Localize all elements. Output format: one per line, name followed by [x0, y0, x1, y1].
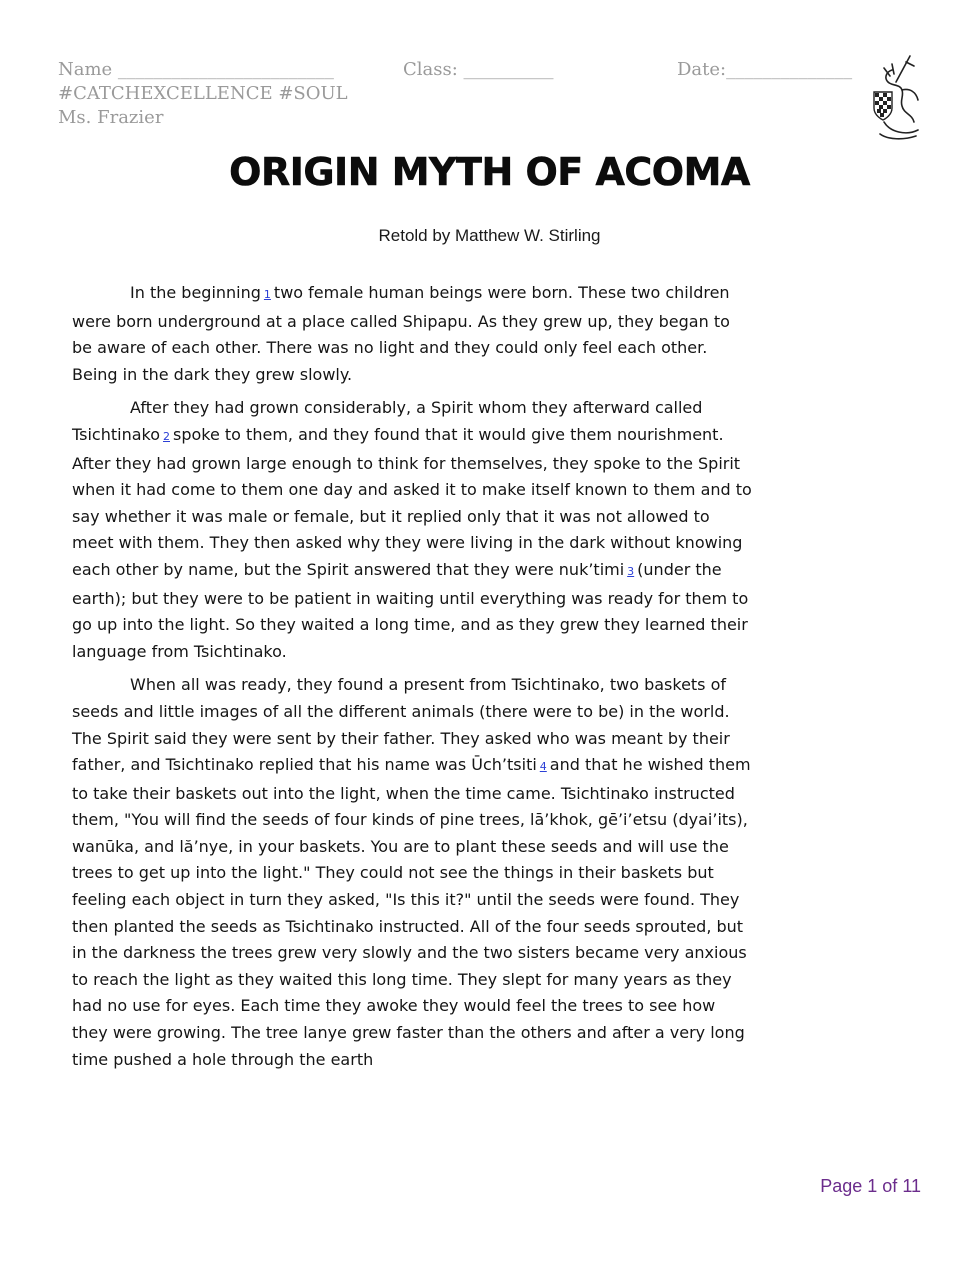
- story-body: [72, 280, 752, 1080]
- paragraph-3: [72, 672, 752, 1073]
- footnote-link-1[interactable]: 1: [263, 288, 271, 301]
- class-field-label: Class: __________: [403, 59, 554, 80]
- name-field-label: Name ________________________: [58, 59, 334, 80]
- footnote-link-4[interactable]: 4: [539, 760, 547, 774]
- paragraph-text: In the beginning: [130, 283, 261, 302]
- hashtags: #CATCHEXCELLENCE #SOUL: [58, 83, 348, 104]
- paragraph-text: and that he wished them to take their baskets out into the light, when the time came. Tsichtinako instructed them, "You will find the seeds of four kinds of pine trees, lā’khok, gē’i’etsu (dyai’its), wanūka, and lă’nye, in your baskets. You are to plant these seeds and will use the trees to get up into the light." They could not see the things in their baskets but feeling each object in turn they asked, "Is this it?" until the seeds were found. They then planted the seeds as Tsichtinako instructed. All of the four seeds sprouted, but in the darkness the trees grew very slowly and the two sisters became very anxious to reach the light as they waited this long time. They slept for many years as they had no use for eyes. Each time they awoke they would feel the trees to see how they were growing. The tree lanye grew faster than the others and after a very long time pushed a hole through the earth: [72, 755, 751, 1069]
- paragraph-text: two female human beings were born. These two children were born underground at a place called Shipapu. As they grew up, they began to be aware of each other. There was no light and they could only feel each other. Being in the dark they grew slowly.: [72, 283, 730, 384]
- date-field-label: Date:______________: [677, 59, 853, 80]
- footnote-link-3[interactable]: 3: [627, 564, 635, 578]
- paragraph-text: (under the earth); but they were to be patient in waiting until everything was ready for them to go up into the light. So they waited a long time, and as they grew they learned their language from Tsichtinako.: [72, 559, 749, 661]
- teacher-name: Ms. Frazier: [58, 107, 164, 128]
- document-title: ORIGIN MYTH OF ACOMA: [229, 150, 750, 194]
- page-number: Page 1 of 11: [820, 1176, 921, 1196]
- knight-crest-icon: [866, 52, 928, 142]
- paragraph-text: After they had grown considerably, a Spirit whom they afterward called Tsichtinako: [72, 398, 703, 444]
- document-subtitle: Retold by Matthew W. Stirling: [378, 226, 601, 245]
- paragraph-2: [72, 395, 752, 665]
- paragraph-text: When all was ready, they found a present from Tsichtinako, two baskets of seeds and little images of all the different animals (there were to be) in the world. The Spirit said they were sent by their father. They asked who was meant by their father, and Tsichtinako replied that his name was Ūch’tsiti: [72, 675, 730, 775]
- paragraph-text: spoke to them, and they found that it would give them nourishment. After they had grown large enough to think for themselves, they spoke to the Spirit when it had come to them one day and asked it to make itself known to them and to say whether it was male or female, but it replied only that it was not allowed to meet with them. They then asked why they were living in the dark without knowing each other by name, but the Spirit answered that they were nuk’timi: [72, 424, 752, 579]
- paragraph-1: [72, 280, 752, 388]
- footnote-link-2[interactable]: 2: [163, 429, 170, 443]
